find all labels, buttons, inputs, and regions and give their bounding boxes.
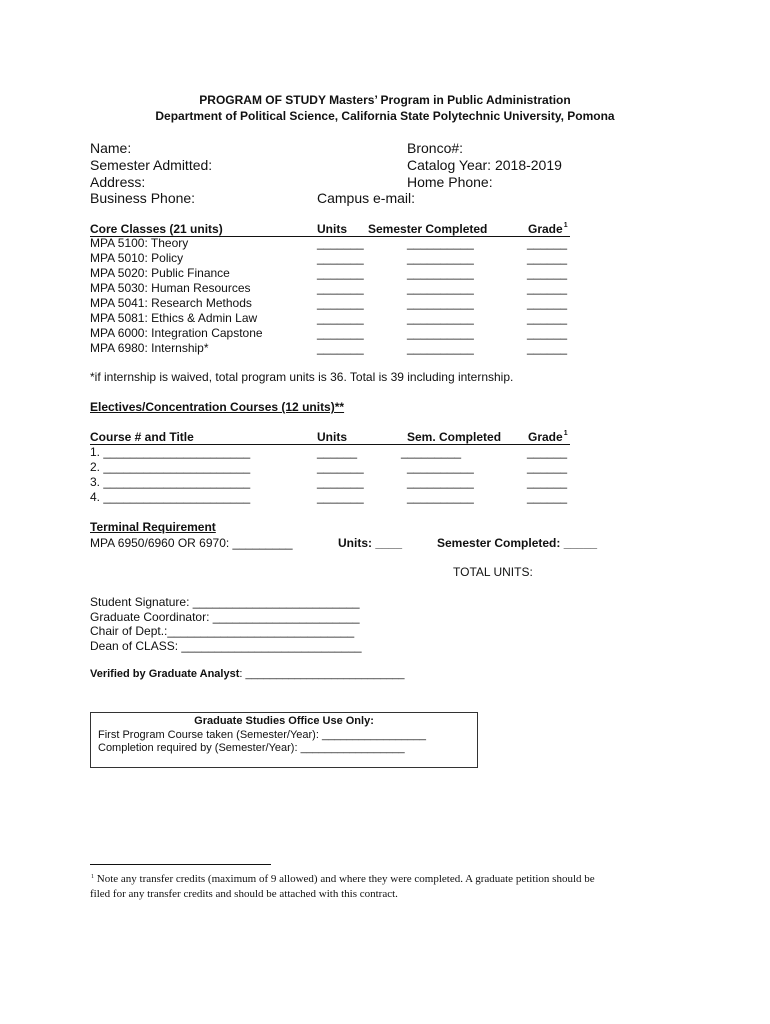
core-class-name: MPA 5030: Human Resources [90, 281, 251, 295]
first-course-line: First Program Course taken (Semester/Year): _________________ [98, 729, 426, 741]
elective-grade-blank[interactable]: ______ [527, 460, 568, 474]
bronco-number-label: Bronco#: [407, 140, 464, 156]
page-subtitle: Department of Political Science, California State Polytechnic University, Pomona [155, 109, 615, 123]
core-units-blank[interactable]: _______ [317, 251, 364, 265]
core-grade-blank[interactable]: ______ [527, 311, 568, 325]
address-label: Address: [90, 174, 146, 190]
electives-semester-header: Sem. Completed [407, 430, 528, 445]
elective-grade-blank[interactable]: ______ [527, 490, 568, 504]
elective-course-blank[interactable]: 2. ______________________ [90, 460, 251, 474]
campus-email-label: Campus e-mail: [317, 190, 416, 206]
core-heading-text: Core Classes (21 units) [90, 222, 313, 237]
dean-line[interactable]: Dean of CLASS: ___________________________ [90, 639, 362, 653]
core-classes-heading [90, 222, 313, 237]
verified-line: : __________________________ [239, 668, 405, 680]
core-units-blank[interactable]: _______ [317, 281, 364, 295]
catalog-year-label: Catalog Year: 2018-2019 [407, 157, 562, 173]
footnote-text-1: Note any transfer credits (maximum of 9 allowed) and where they were completed. A graduate petition should be [96, 873, 595, 885]
electives-heading: Electives/Concentration Courses (12 units)** [90, 400, 345, 414]
internship-note: *if internship is waived, total program units is 36. Total is 39 including internship. [90, 370, 514, 384]
core-class-name: MPA 5020: Public Finance [90, 266, 230, 280]
footnote-line-1 [90, 873, 595, 885]
electives-grade-label: Grade [528, 430, 563, 444]
core-semester-blank[interactable]: __________ [407, 281, 474, 295]
student-signature-line[interactable]: Student Signature: _________________________ [90, 595, 360, 609]
elective-grade-blank[interactable]: ______ [527, 445, 568, 459]
chair-line[interactable]: Chair of Dept.:____________________________ [90, 624, 355, 638]
footnote-line-2: filed for any transfer credits and should be attached with this contract. [90, 888, 398, 900]
elective-units-blank[interactable]: _______ [317, 475, 364, 489]
elective-course-blank[interactable]: 4. ______________________ [90, 490, 251, 504]
electives-course-header: Course # and Title [90, 430, 313, 445]
elective-course-blank[interactable]: 1. ______________________ [90, 445, 251, 459]
electives-units-header: Units [313, 430, 407, 445]
terminal-semester[interactable]: Semester Completed: _____ [437, 536, 598, 550]
core-grade-blank[interactable]: ______ [527, 281, 568, 295]
elective-units-blank[interactable]: _______ [317, 490, 364, 504]
core-grade-header [528, 222, 570, 237]
semester-admitted-label: Semester Admitted: [90, 157, 213, 173]
completion-line: Completion required by (Semester/Year): _________________ [98, 742, 405, 754]
office-heading: Graduate Studies Office Use Only: [194, 715, 374, 727]
core-grade-blank[interactable]: ______ [527, 251, 568, 265]
terminal-units[interactable]: Units: ____ [338, 536, 403, 550]
core-grade-blank[interactable]: ______ [527, 341, 568, 355]
core-class-name: MPA 5081: Ethics & Admin Law [90, 311, 258, 325]
core-grade-blank[interactable]: ______ [527, 326, 568, 340]
elective-course-blank[interactable]: 3. ______________________ [90, 475, 251, 489]
core-semester-blank[interactable]: __________ [407, 296, 474, 310]
core-units-blank[interactable]: _______ [317, 266, 364, 280]
page-title: PROGRAM OF STUDY Masters’ Program in Public Administration [199, 93, 571, 107]
home-phone-label: Home Phone: [407, 174, 493, 190]
footnote-marker: 1 [91, 874, 94, 880]
core-grade-blank[interactable]: ______ [527, 236, 568, 250]
core-class-name: MPA 5041: Research Methods [90, 296, 252, 310]
office-use-box [90, 712, 478, 768]
core-semester-blank[interactable]: __________ [407, 236, 474, 250]
terminal-heading: Terminal Requirement [90, 520, 216, 534]
total-units-label: TOTAL UNITS: [453, 565, 533, 579]
core-semester-header: Semester Completed [368, 222, 528, 237]
elective-grade-blank[interactable]: ______ [527, 475, 568, 489]
name-field-label: Name: [90, 140, 132, 156]
core-class-name: MPA 6000: Integration Capstone [90, 326, 263, 340]
electives-grade-header [528, 430, 570, 445]
core-grade-label: Grade [528, 222, 563, 236]
core-class-name: MPA 5100: Theory [90, 236, 189, 250]
verified-analyst-row[interactable] [90, 668, 405, 680]
elective-units-blank[interactable]: _______ [317, 460, 364, 474]
core-semester-blank[interactable]: __________ [407, 341, 474, 355]
core-units-blank[interactable]: _______ [317, 236, 364, 250]
graduate-coordinator-line[interactable]: Graduate Coordinator: ______________________ [90, 610, 360, 624]
core-units-blank[interactable]: _______ [317, 326, 364, 340]
core-semester-blank[interactable]: __________ [407, 251, 474, 265]
core-units-header: Units [313, 222, 372, 237]
elective-semester-blank[interactable]: __________ [407, 460, 474, 474]
core-grade-blank[interactable]: ______ [527, 266, 568, 280]
footnote-ref: 1 [563, 430, 568, 437]
core-units-blank[interactable]: _______ [317, 341, 364, 355]
core-class-name: MPA 6980: Internship* [90, 341, 209, 355]
verified-label: Verified by Graduate Analyst [90, 668, 240, 680]
core-class-name: MPA 5010: Policy [90, 251, 184, 265]
footnote-divider [90, 864, 271, 865]
core-units-blank[interactable]: _______ [317, 311, 364, 325]
business-phone-label: Business Phone: [90, 190, 196, 206]
footnote-ref: 1 [563, 222, 568, 229]
core-units-blank[interactable]: _______ [317, 296, 364, 310]
elective-units-blank[interactable]: ______ [317, 445, 358, 459]
elective-semester-blank[interactable]: __________ [407, 490, 474, 504]
elective-semester-blank[interactable]: _________ [401, 445, 462, 459]
core-semester-blank[interactable]: __________ [407, 311, 474, 325]
core-semester-blank[interactable]: __________ [407, 266, 474, 280]
core-grade-blank[interactable]: ______ [527, 296, 568, 310]
core-semester-blank[interactable]: __________ [407, 326, 474, 340]
elective-semester-blank[interactable]: __________ [407, 475, 474, 489]
terminal-line[interactable]: MPA 6950/6960 OR 6970: _________ [90, 536, 293, 550]
